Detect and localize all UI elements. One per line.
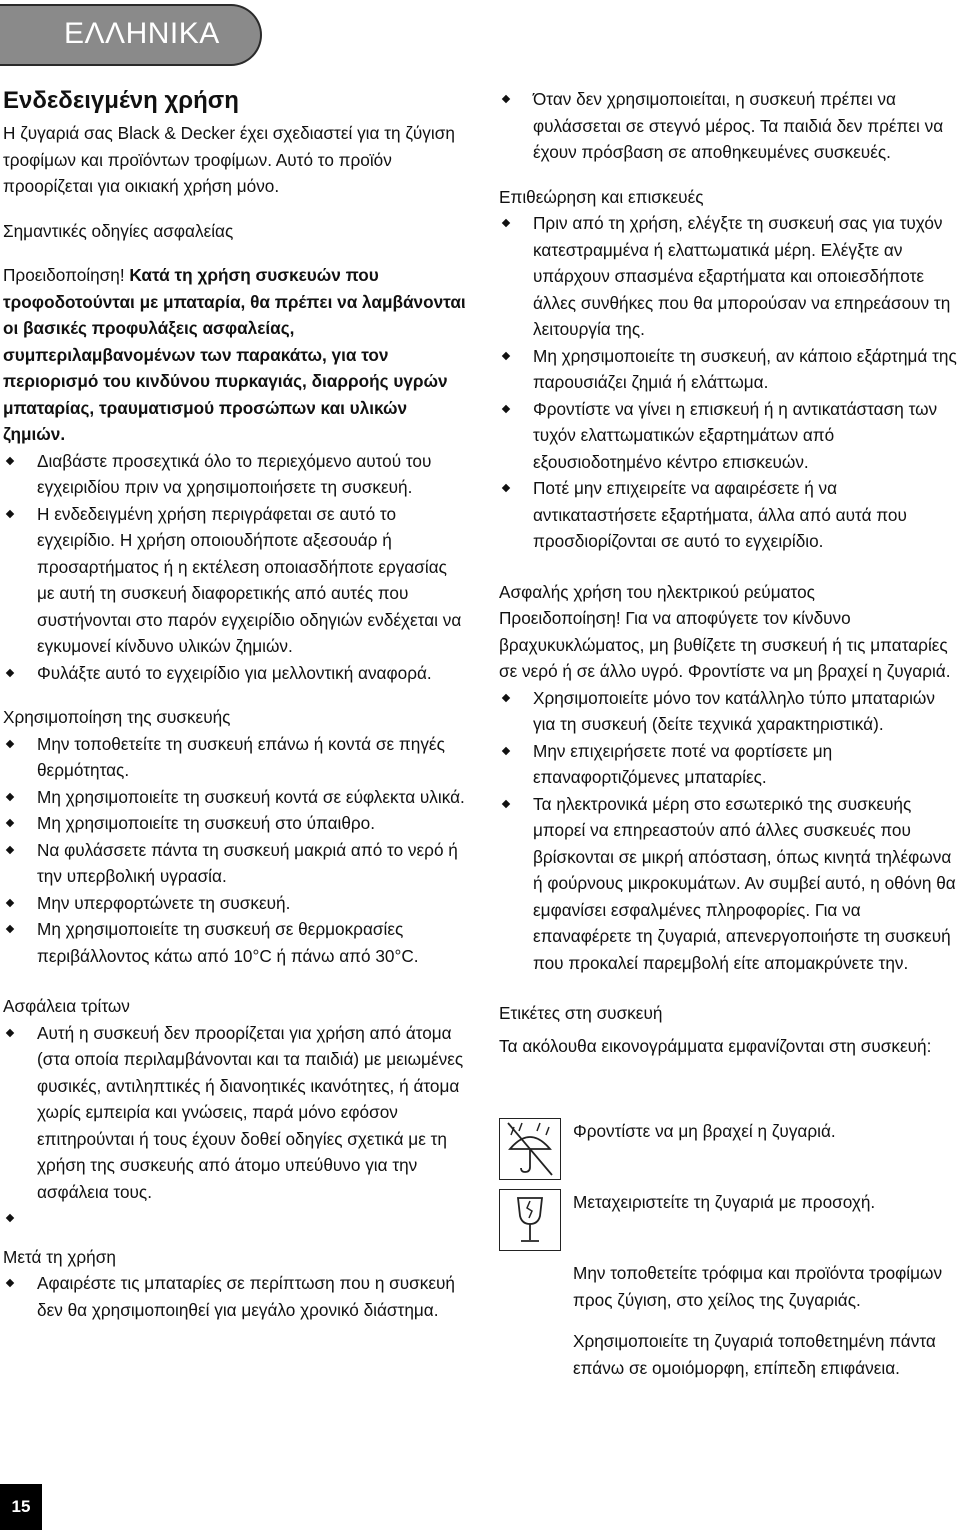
- intended-use-text: Η ζυγαριά σας Black & Decker έχει σχεδιαστεί για τη ζύγιση τροφίμων και προϊόντων τροφίμων. Αυτό το προϊόν προορίζεται για οικιακή χρήση μόνο.: [3, 123, 455, 196]
- language-label: ΕΛΛΗΝΙΚΑ: [64, 17, 220, 50]
- diamond-bullet-icon: [6, 1029, 15, 1038]
- electric-warning-text: Για να αποφύγετε τον κίνδυνο βραχυκυκλώματος, μη βυθίζετε τη συσκευή ή τις μπαταρίες σε νερό ή σε άλλο υγρό. Φροντίστε να μη βραχεί η ζυγαριά.: [499, 608, 951, 681]
- diamond-bullet-icon: [502, 95, 511, 104]
- use-title: Χρησιμοποίηση της συσκευής: [3, 707, 231, 727]
- list-item: Μη χρησιμοποιείτε τη συσκευή, αν κάποιο εξάρτημά της παρουσιάζει ζημιά ή ελάττωμα.: [499, 343, 959, 396]
- others-list: [3, 1020, 468, 1232]
- list-item: Μην υπερφορτώνετε τη συσκευή.: [3, 890, 468, 917]
- safety-warning: [3, 262, 468, 448]
- list-item: Αυτή η συσκευή δεν προορίζεται για χρήση από άτομα (στα οποία περιλαμβάνονται και τα παιδιά) με μειωμένες φυσικές, αντιληπτικές ή διανοητικές ικανότητες, ή άτομα χωρίς εμπειρία και γνώσεις, παρά μόνο εφόσον επιτηρούνται ή τους έχουν δοθεί οδηγίες σχετικά με τη χρήση της συσκευής από άτομο υπεύθυνο για την ασφάλεια τους.: [3, 1020, 468, 1206]
- right-column: [499, 86, 959, 1059]
- use-list: [3, 731, 468, 970]
- list-item: Φυλάξτε αυτό το εγχειρίδιο για μελλοντική αναφορά.: [3, 660, 468, 687]
- umbrella-rain-icon: [499, 1118, 561, 1180]
- left-column: [3, 86, 468, 1323]
- warning-label: Προειδοποίηση!: [3, 265, 125, 285]
- electric-list: [499, 685, 959, 977]
- labels-intro: Τα ακόλουθα εικονογράμματα εμφανίζονται στη συσκευή:: [499, 1035, 932, 1056]
- diamond-bullet-icon: [502, 747, 511, 756]
- diamond-bullet-icon: [6, 457, 15, 466]
- diamond-bullet-icon: [502, 694, 511, 703]
- list-item: Όταν δεν χρησιμοποιείται, η συσκευή πρέπει να φυλάσσεται σε στεγνό μέρος. Τα παιδιά δεν πρέπει να έχουν πρόσβαση σε αποθηκευμένες συσκευές.: [499, 86, 959, 166]
- pictogram-text: Μεταχειριστείτε τη ζυγαριά με προσοχή.: [573, 1192, 876, 1212]
- empty-list-item: [3, 1205, 468, 1232]
- list-item: Διαβάστε προσεχτικά όλο το περιεχόμενο αυτού του εγχειριδίου πριν να χρησιμοποιήσετε τη συσκευή.: [3, 448, 468, 501]
- diamond-bullet-icon: [502, 352, 511, 361]
- list-item: Μη χρησιμοποιείτε τη συσκευή σε θερμοκρασίες περιβάλλοντος κάτω από 10°C ή πάνω από 30°C.: [3, 916, 468, 969]
- pictogram-row: [499, 1118, 959, 1184]
- diamond-bullet-icon: [6, 819, 15, 828]
- others-title: Ασφάλεια τρίτων: [3, 996, 130, 1016]
- warning-text: Κατά τη χρήση συσκευών που τροφοδοτούνται με μπαταρία, θα πρέπει να λαμβάνονται οι βασικές προφυλάξεις ασφαλείας, συμπεριλαμβανομένων των παρακάτω, για τον περιορισμό του κινδύνου πυρκαγιάς, διαρροής υγρών μπαταρίας, τραυματισμού προσώπων και υλικών ζημιών.: [3, 265, 466, 444]
- inspect-title: Επιθεώρηση και επισκευές: [499, 186, 704, 207]
- electric-warning-label: Προειδοποίηση!: [499, 608, 621, 628]
- list-item: Μην επιχειρήσετε ποτέ να φορτίσετε μη επαναφορτιζόμενες μπαταρίες.: [499, 738, 959, 791]
- storage-list: [499, 86, 959, 166]
- diamond-bullet-icon: [6, 1214, 15, 1223]
- diamond-bullet-icon: [6, 793, 15, 802]
- intended-use-title: Ενδεδειγμένη χρήση: [3, 87, 239, 114]
- inspect-list: [499, 210, 959, 555]
- diamond-bullet-icon: [502, 219, 511, 228]
- pictogram-row: [499, 1260, 959, 1326]
- diamond-bullet-icon: [502, 405, 511, 414]
- diamond-bullet-icon: [6, 510, 15, 519]
- labels-title: Ετικέτες στη συσκευή: [499, 1003, 663, 1023]
- diamond-bullet-icon: [502, 800, 511, 809]
- electric-title: Ασφαλής χρήση του ηλεκτρικού ρεύματος: [499, 581, 815, 602]
- list-item: Μη χρησιμοποιείτε τη συσκευή στο ύπαιθρο.: [3, 810, 468, 837]
- diamond-bullet-icon: [6, 925, 15, 934]
- list-item: Μην τοποθετείτε τη συσκευή επάνω ή κοντά σε πηγές θερμότητας.: [3, 731, 468, 784]
- diamond-bullet-icon: [6, 740, 15, 749]
- diamond-bullet-icon: [6, 846, 15, 855]
- electric-warning: [499, 605, 959, 685]
- no-edge-food-icon: [499, 1260, 561, 1322]
- list-item: Πριν από τη χρήση, ελέγξτε τη συσκευή σας για τυχόν κατεστραμμένα ή ελαττωματικά μέρη. Ελέγξτε αν υπάρχουν σπασμένα εξαρτήματα και οποιεσδήποτε άλλες συνθήκες που θα μπορούσαν να επηρεάσουν τη λειτουργία της.: [499, 210, 959, 343]
- page-number: 15: [0, 1484, 42, 1530]
- diamond-bullet-icon: [6, 899, 15, 908]
- pictogram-row: [499, 1189, 959, 1255]
- diamond-bullet-icon: [6, 669, 15, 678]
- flat-surface-icon: [499, 1328, 561, 1390]
- diamond-bullet-icon: [6, 1279, 15, 1288]
- list-item: Ποτέ μην επιχειρείτε να αφαιρέσετε ή να αντικαταστήσετε εξαρτήματα, άλλα από αυτά που προσδιορίζονται σε αυτό το εγχειρίδιο.: [499, 475, 959, 555]
- list-item: Αφαιρέστε τις μπαταρίες σε περίπτωση που η συσκευή δεν θα χρησιμοποιηθεί για μεγάλο χρονικό διάστημα.: [3, 1270, 468, 1323]
- pictogram-text: Φροντίστε να μη βραχεί η ζυγαριά.: [573, 1121, 836, 1141]
- list-item: Μη χρησιμοποιείτε τη συσκευή κοντά σε εύφλεκτα υλικά.: [3, 784, 468, 811]
- language-tab: [0, 4, 262, 66]
- list-item: Φροντίστε να γίνει η επισκευή ή η αντικατάσταση των τυχόν ελαττωματικών εξαρτημάτων από εξουσιοδοτημένο κέντρο επισκευών.: [499, 396, 959, 476]
- pictogram-text: Μην τοποθετείτε τρόφιμα και προϊόντα τροφίμων προς ζύγιση, στο χείλος της ζυγαριάς.: [573, 1263, 943, 1310]
- list-item: Χρησιμοποιείτε μόνο τον κατάλληλο τύπο μπαταριών για τη συσκευή (δείτε τεχνικά χαρακτηριστικά).: [499, 685, 959, 738]
- safety-list: [3, 448, 468, 687]
- list-item: Να φυλάσσετε πάντα τη συσκευή μακριά από το νερό ή την υπερβολική υγρασία.: [3, 837, 468, 890]
- after-title: Μετά τη χρήση: [3, 1246, 116, 1267]
- fragile-glass-icon: [499, 1189, 561, 1251]
- safety-title: Σημαντικές οδηγίες ασφαλείας: [3, 220, 234, 241]
- after-list: [3, 1270, 468, 1323]
- pictogram-row: [499, 1328, 959, 1394]
- list-item: Τα ηλεκτρονικά μέρη στο εσωτερικό της συσκευής μπορεί να επηρεαστούν από άλλες συσκευές που βρίσκονται σε μικρή απόσταση, όπως κινητά τηλέφωνα ή φούρνους μικροκυμάτων. Αν συμβεί αυτό, η οθόνη θα εμφανίσει εσφαλμένες πληροφορίες. Για να επαναφέρετε τη ζυγαριά, απενεργοποιήστε τη συσκευή που προκαλεί παρεμβολή είτε απομακρύνετε την.: [499, 791, 959, 977]
- diamond-bullet-icon: [502, 484, 511, 493]
- list-item: Η ενδεδειγμένη χρήση περιγράφεται σε αυτό το εγχειρίδιο. Η χρήση οποιουδήποτε αξεσουάρ ή προσαρτήματος ή η εκτέλεση οποιασδήποτε εργασίας με αυτή τη συσκευή διαφορετικής από αυτές που συστήνονται στο παρόν εγχειρίδιο οδηγιών ενδέχεται να εγκυμονεί κίνδυνο υλικών ζημιών.: [3, 501, 468, 660]
- pictogram-text: Χρησιμοποιείτε τη ζυγαριά τοποθετημένη πάντα επάνω σε ομοιόμορφη, επίπεδη επιφάνεια.: [573, 1331, 936, 1378]
